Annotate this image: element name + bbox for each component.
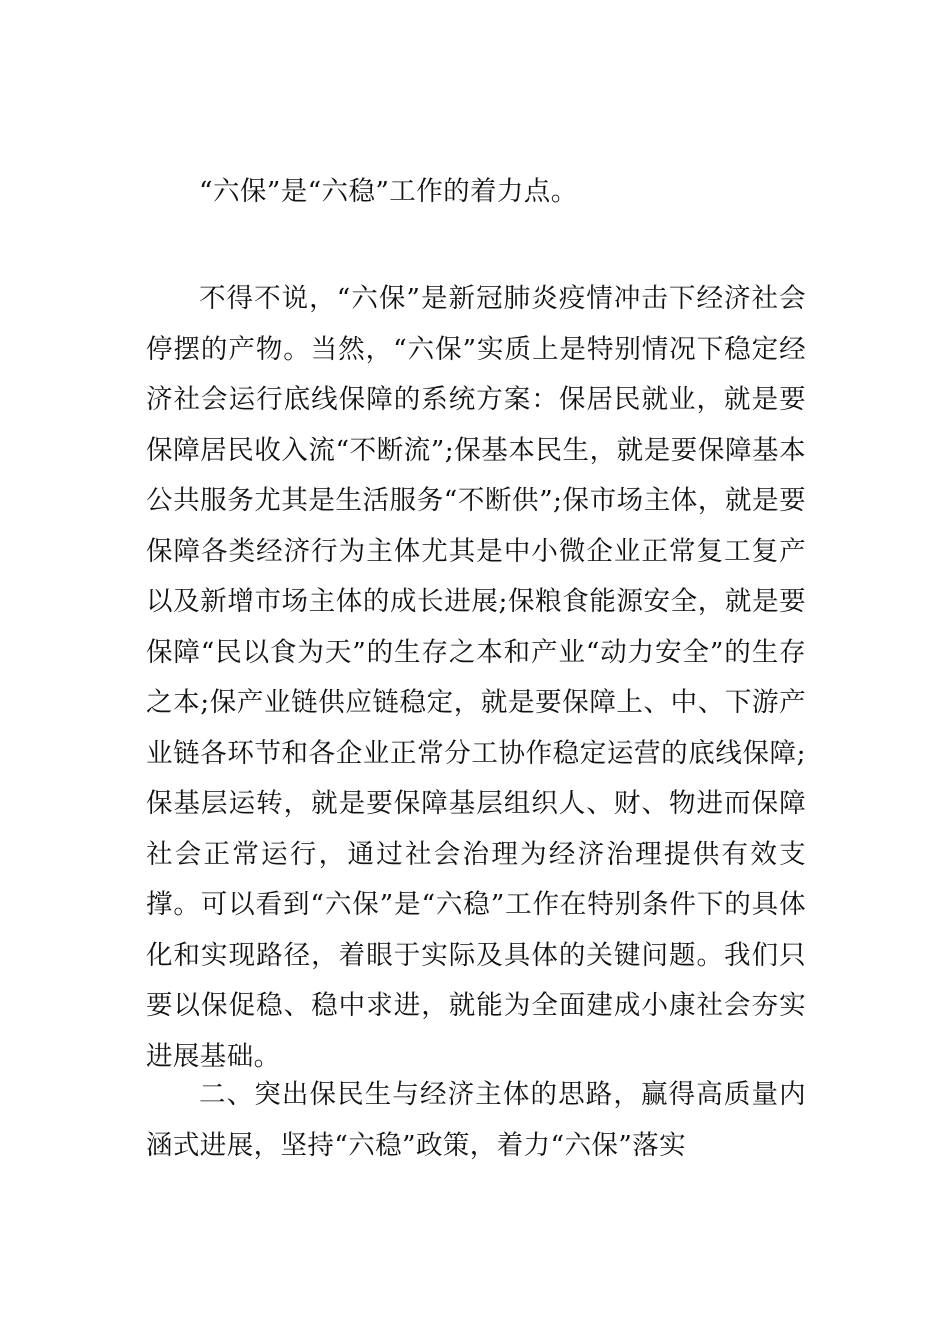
paragraph-body: 不得不说，“六保”是新冠肺炎疫情冲击下经济社会停摆的产物。当然，“六保”实质上是特别情况下稳定经济社会运行底线保障的系统方案：保居民就业，就是要保障居民收入流“不断流”;保基本民生，就是要保障基本公共服务尤其是生活服务“不断供”;保市场主体，就是要保障各类经济行为主体尤其是中小微企业正常复工复产以及新增市场主体的成长进展;保粮食能源安全，就是要保障“民以食为天”的生存之本和产业“动力安全”的生存之本;保产业链供应链稳定，就是要保障上、中、下游产业链各环节和各企业正常分工协作稳定运营的底线保障;保基层运转，就是要保障基层组织人、财、物进而保障社会正常运行，通过社会治理为经济治理提供有效支撑。可以看到“六保”是“六稳”工作在特别条件下的具体化和实现路径，着眼于实际及具体的关键问题。我们只要以保促稳、稳中求进，就能为全面建成小康社会夯实进展基础。 [146, 283, 806, 1072]
paragraph-intro: “六保”是“六稳”工作的着力点。 [199, 176, 578, 207]
section-heading: 二、突出保民生与经济主体的思路，赢得高质量内涵式进展，坚持“六稳”政策，着力“六保”落实 [146, 1079, 806, 1161]
